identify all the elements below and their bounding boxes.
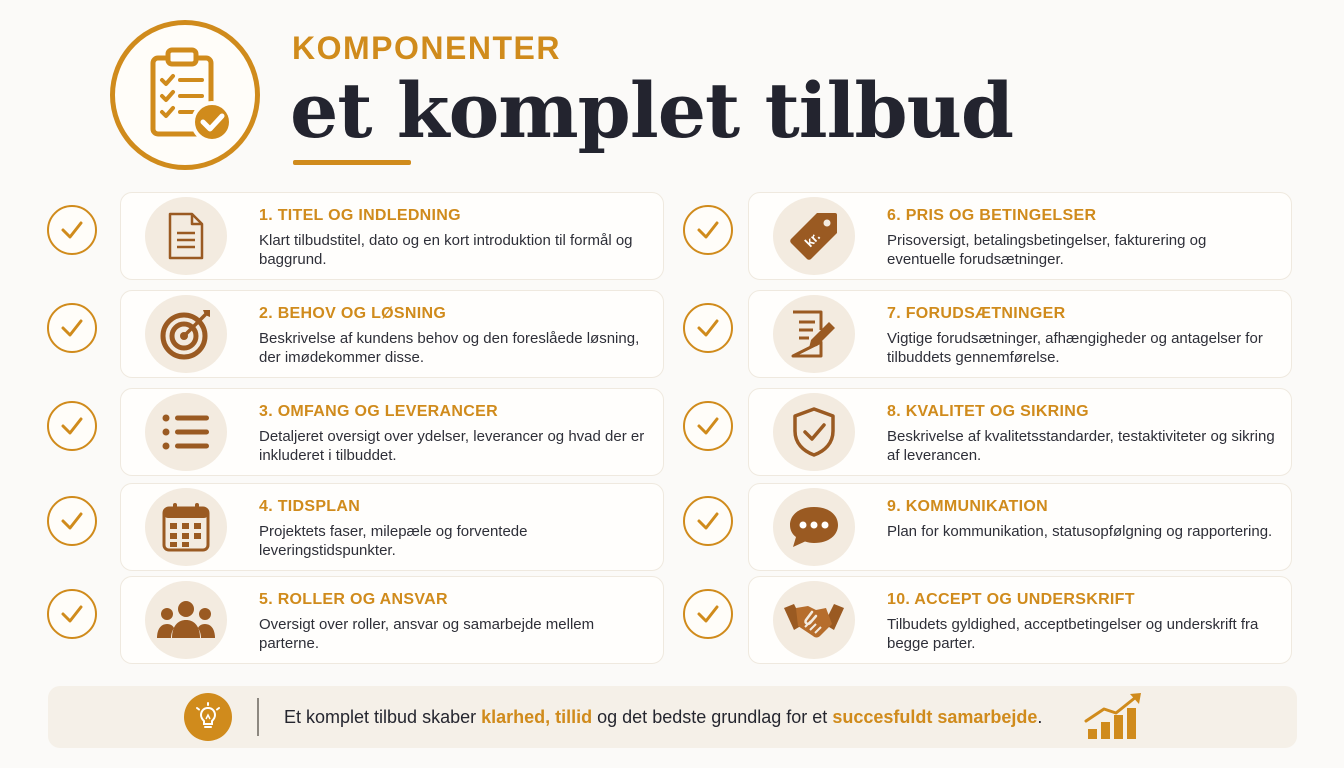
component-title: 2. BEHOV OG LØSNING [259, 305, 447, 322]
check-icon [47, 303, 97, 353]
price-tag-icon [773, 197, 855, 275]
chat-bubble-icon [773, 488, 855, 566]
people-icon [145, 581, 227, 659]
component-description: Projektets faser, milepæle og forventede leveringstidspunkter. [259, 523, 528, 559]
component-card-accept [748, 576, 1292, 664]
clipboard-checklist-icon [110, 20, 260, 170]
component-description: Vigtige forudsætninger, afhængigheder og antagelser for tilbuddets gennemførelse. [887, 330, 1263, 366]
lightbulb-icon [184, 693, 232, 741]
component-card-tidsplan [120, 483, 664, 571]
growth-chart-icon [1084, 691, 1146, 746]
target-icon [145, 295, 227, 373]
component-title: 4. TIDSPLAN [259, 498, 361, 515]
component-description: Klart tilbudstitel, dato og en kort introduktion til formål og baggrund. [259, 232, 633, 268]
component-title: 5. ROLLER OG ANSVAR [259, 591, 448, 608]
component-card-pris [748, 192, 1292, 280]
component-description: Oversigt over roller, ansvar og samarbejde mellem parterne. [259, 616, 595, 652]
component-description: Beskrivelse af kundens behov og den foreslåede løsning, der imødekommer disse. [259, 330, 640, 366]
list-icon [145, 393, 227, 471]
component-description: Beskrivelse af kvalitetsstandarder, testaktiviteter og sikring af leverancen. [887, 428, 1275, 464]
calendar-icon [145, 488, 227, 566]
component-description: Prisoversigt, betalingsbetingelser, fakturering og eventuelle forudsætninger. [887, 232, 1207, 268]
check-icon [47, 589, 97, 639]
component-description: Detaljeret oversigt over ydelser, leverancer og hvad der er inkluderet i tilbuddet. [259, 428, 645, 464]
summary-text: Et komplet tilbud skaber klarhed, tillid og det bedste grundlag for et succesfuldt samarbejde. [284, 707, 1043, 727]
component-card-forudsaetninger [748, 290, 1292, 378]
price-tag-label: kr. [801, 228, 824, 251]
component-title: 8. KVALITET OG SIKRING [887, 403, 1089, 420]
document-icon [145, 197, 227, 275]
check-icon [683, 303, 733, 353]
component-description: Tilbudets gyldighed, acceptbetingelser og underskrift fra begge parter. [887, 616, 1259, 652]
component-title: 1. TITEL OG INDLEDNING [259, 207, 461, 224]
component-card-roller [120, 576, 664, 664]
highlight-successful-collaboration: succesfuldt samarbejde [832, 707, 1038, 727]
shield-check-icon [773, 393, 855, 471]
check-icon [683, 589, 733, 639]
check-icon [47, 205, 97, 255]
component-card-omfang [120, 388, 664, 476]
page-title: et komplet tilbud [290, 66, 1013, 155]
component-card-kommunikation [748, 483, 1292, 571]
handshake-icon [773, 581, 855, 659]
component-card-kvalitet [748, 388, 1292, 476]
edit-document-icon [773, 295, 855, 373]
highlight-clarity-trust: klarhed, tillid [481, 707, 593, 727]
check-icon [47, 401, 97, 451]
title-underline [293, 160, 411, 165]
component-title: 6. PRIS OG BETINGELSER [887, 207, 1097, 224]
component-card-titel [120, 192, 664, 280]
summary-banner [48, 686, 1297, 748]
component-description: Plan for kommunikation, statusopfølgning og rapportering. [887, 523, 1273, 540]
component-title: 9. KOMMUNIKATION [887, 498, 1048, 515]
check-icon [683, 205, 733, 255]
component-title: 3. OMFANG OG LEVERANCER [259, 403, 498, 420]
check-icon [683, 496, 733, 546]
eyebrow-heading: KOMPONENTER [292, 30, 561, 66]
component-title: 7. FORUDSÆTNINGER [887, 305, 1066, 322]
component-card-behov [120, 290, 664, 378]
banner-divider [257, 698, 259, 736]
check-icon [683, 401, 733, 451]
check-icon [47, 496, 97, 546]
component-title: 10. ACCEPT OG UNDERSKRIFT [887, 591, 1135, 608]
